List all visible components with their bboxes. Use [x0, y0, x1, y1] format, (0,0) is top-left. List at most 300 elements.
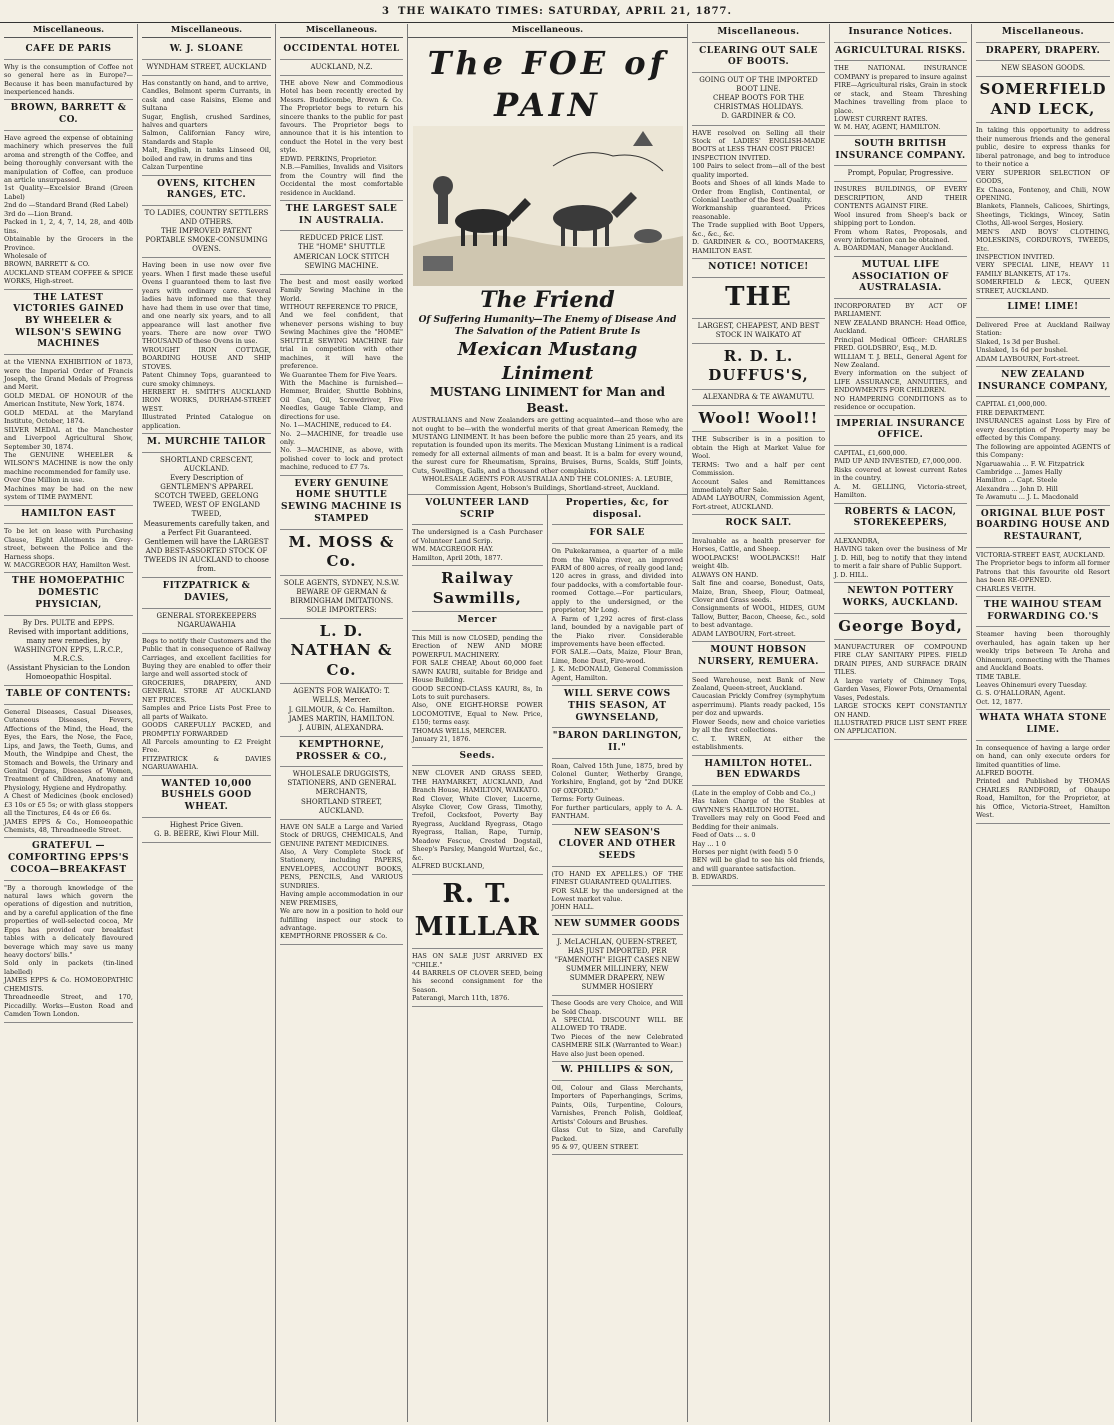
advert-line: BEWARE OF GERMAN & BIRMINGHAM IMITATIONS. — [289, 587, 394, 605]
advert-line: Flower Seeds, new and choice varieties by all the first collections. — [692, 717, 825, 735]
advert-line: HERBERT H. SMITH'S AUCKLAND IRON WORKS, DURHAM-STREET WEST. — [142, 388, 271, 413]
advert-block — [692, 432, 825, 515]
advert-block — [552, 867, 684, 916]
advert-line: ALWAYS ON HAND. — [692, 570, 759, 579]
advert-line: Threadneedle Street, and 170, Piccadilly. Works—Euston Road and Camden Town London. — [4, 993, 133, 1019]
advert-line: In consequence of having a large order on hand, can only execute orders for limited quantities of lime. — [976, 743, 1110, 769]
advert-line: Feed of Oats ... s. 0 — [692, 831, 756, 840]
advert-line: Te Awamutu ... J. L. Macdonald — [976, 493, 1079, 502]
advert-line: DRAPERY, DRAPERY. — [985, 45, 1101, 56]
advert-block — [834, 299, 967, 416]
advert-block — [976, 61, 1110, 77]
advert-block — [412, 766, 543, 874]
advert-block — [552, 759, 684, 825]
advert-line: "BARON DARLINGTON, II." — [552, 731, 682, 753]
advert-line: Insurance Notices. — [848, 27, 953, 37]
advert-line: Hamilton ... Capt. Steele — [976, 476, 1058, 485]
column-7 — [972, 24, 1114, 1422]
advert-block — [4, 355, 133, 505]
advert-block — [976, 597, 1110, 627]
advert-line: A large variety of Chimney Tops, Garden Vases, Flower Pots, Ornamental Vases, Pedestals. — [834, 676, 967, 702]
advert-line: REDUCED PRICE LIST. — [299, 234, 384, 243]
advert-block — [142, 434, 271, 453]
advert-line: W. M. HAY, AGENT, HAMILTON. — [834, 123, 941, 132]
column-head: Miscellaneous. — [4, 24, 133, 38]
advert-line: J. D. HILL. — [834, 570, 869, 579]
advert-line: THE HOMOEPATHIC DOMESTIC PHYSICIAN, — [12, 576, 125, 610]
advert-line: IMPERIAL INSURANCE OFFICE. — [836, 418, 965, 441]
mustang-headline: MUSTANG LINIMENT for Man and Beast. — [429, 384, 666, 415]
advert-line: LARGE STOCKS KEPT CONSTANTLY ON HAND. — [834, 702, 967, 719]
advert-block — [552, 544, 684, 686]
advert-line: KEMPTHORNE, PROSSER & CO., — [295, 739, 388, 762]
advert-block — [692, 43, 825, 73]
advert-line: SCOTCH TWEED, GEELONG TWEED, WEST OF ENGLAND TWEED, — [153, 492, 260, 519]
advert-block — [280, 820, 403, 945]
advert-line: Paterangi, March 11th, 1876. — [412, 994, 510, 1003]
advert-line: ROBERTS & LACON, STOREKEEPERS, — [844, 506, 957, 529]
advert-line: EVERY GENUINE HOME SHUTTLE SEWING MACHINE IS STAMPED — [281, 478, 402, 524]
advert-block — [412, 495, 543, 525]
advert-line: The best and most easily worked Family Sewing Machine in the World. — [280, 277, 403, 303]
advert-line: B. EDWARDS. — [692, 873, 739, 882]
mustang-title: The FOE of PAIN — [427, 44, 668, 124]
advert-block — [280, 41, 403, 60]
advert-block — [834, 504, 967, 534]
advert-line: Also, ONE EIGHT-HORSE POWER LOCOMOTIVE, Equal to New. Price, £150; terms easy. — [412, 701, 543, 727]
advert-line: Patent Chimney Tops, guaranteed to cure smoky chimneys. — [142, 371, 271, 388]
advert-line: VERY SPECIAL LINE, HEAVY 11 FAMILY BLANKETS, AT 17s. — [976, 261, 1110, 278]
advert-line: The following are appointed AGENTS of this Company: — [976, 442, 1110, 460]
advert-line: Why is the consumption of Coffee not so general here as in Europe?—Because it has been manufactured by inexperienced hands. — [4, 62, 133, 97]
advert-line: VERY SUPERIOR SELECTION OF GOODS, — [976, 168, 1110, 186]
advert-line: Seeds. — [459, 750, 495, 761]
advert-line: Steamer having been thoroughly overhauled, has again taken up her weekly trips between Te Aroha and Ohinemuri, connecting with the Thames and Auckland Boats. — [976, 630, 1110, 673]
advert-line: JAMES EPPS & Co. HOMOEOPATHIC CHEMISTS. — [4, 976, 133, 993]
advert-block — [4, 41, 133, 60]
mustang-product: Mexican Mustang Liniment — [457, 339, 638, 384]
advert-block — [280, 576, 403, 619]
advert-block — [552, 1081, 684, 1156]
advert-line: THOMAS WELLS, MERCER. — [412, 726, 507, 735]
advert-block — [412, 566, 543, 612]
advert-line: 95 & 97, QUEEN STREET. — [551, 1142, 639, 1151]
advert-line: Consignments of WOOL, HIDES, GUM Tallow, Butter, Bacon, Cheese, &c., sold to best advantage. — [692, 604, 825, 630]
advert-block — [142, 176, 271, 206]
advert-line: GOLD MEDAL at the Maryland Institute, October, 1874. — [4, 408, 133, 426]
advert-line: THE above New and Commodious Hotel has been recently erected by Messrs. Buddicombe, Brown & Co. The Proprietor begs to return his sincere thanks to the public for past favours. The Proprietor begs to announce that it is his intention to conduct the Hotel in the very best style. — [280, 78, 403, 155]
advert-block — [976, 506, 1110, 548]
advert-block — [280, 201, 403, 231]
advert-block — [280, 60, 403, 76]
advert-line: THE — [725, 281, 792, 312]
column-6 — [830, 24, 972, 1422]
advert-line: ADAM LAYBOURN, Fort-street. — [692, 629, 796, 638]
advert-line: And we feel confident, that whenever persons wishing to buy Sewing Machines give the "HOME" SHUTTLE SEWING MACHINE fair trial in competition with other machines, it will have the preference. — [280, 311, 403, 371]
advert-line: Cambridge ... James Hally — [976, 467, 1063, 476]
advert-block — [552, 916, 684, 935]
advert-line: (Late in the employ of Cobb and Co.,) — [692, 788, 816, 797]
advert-block — [692, 673, 825, 756]
advert-line: HAVING taken over the business of Mr J. D. Hill, beg to notify that they intend to merit a fair share of Public Support. — [834, 545, 967, 571]
advert-line: Printed and Published by THOMAS CHARLES RANDFORD, of Ohaupo Road, Hamilton, for the Proprietor, at his Office, Victoria-Street, Hamilton West. — [976, 777, 1110, 820]
advert-line: By Drs. PULTE and EPPS. — [22, 618, 115, 627]
advert-block — [692, 24, 825, 43]
advert-line: NEW SEASON GOODS. — [1001, 64, 1085, 73]
advert-line: J. McLACHLAN, QUEEN-STREET, HAS JUST IMPORTED, PER "FAMENOTH" EIGHT CASES NEW SUMMER MILLINERY, NEW SUMMER DRAPERY, NEW SUMMER HOSIERY — [554, 937, 680, 992]
advert-line: Slaked, 1s 3d per Bushel. — [976, 337, 1061, 346]
advert-block — [834, 583, 967, 613]
advert-line: WOOLPACKS! WOOLPACKS!! Half weight 4lb. — [692, 553, 825, 571]
advert-block — [280, 476, 403, 530]
advert-line: BROWN, BARRETT & CO. — [4, 260, 90, 269]
advert-block — [142, 776, 271, 818]
advert-line: Travellers may rely on Good Feed and Bedding for their animals. — [692, 814, 825, 831]
advert-line: WILLIAM T. J. BELL, General Agent for New Zealand. — [834, 352, 967, 369]
advert-line: LARGEST, CHEAPEST, AND BEST STOCK IN WAIKATO AT — [697, 321, 820, 339]
advert-line: CAPITAL £1,000,000. — [976, 400, 1047, 409]
advert-block — [552, 1062, 684, 1081]
advert-line: VOLUNTEER LAND SCRIP — [425, 498, 530, 520]
advert-line: SHORTLAND CRESCENT, AUCKLAND. — [159, 455, 254, 474]
advert-block — [412, 525, 543, 566]
advert-line: Measurements carefully taken, and a Perfect Fit Guaranteed. — [143, 519, 270, 537]
advert-line: Principal Medical Officer: CHARLES FRED. GOLDSBRO', Esq., M.D. — [834, 335, 967, 353]
advert-line: ROCK SALT. — [725, 518, 792, 529]
column-2 — [138, 24, 276, 1422]
advert-line: No. 3—MACHINE, as above, with polished cover to lock and protect machine, reduced to £7 7s. — [280, 446, 403, 472]
advert-line: W. J. SLOANE — [169, 44, 244, 55]
column-4-left — [408, 495, 548, 1422]
advert-line: ADAM LAYBOURN, Commission Agent, Fort-street, AUCKLAND. — [692, 494, 825, 511]
advert-block — [4, 100, 133, 130]
advert-line: ALEXANDRA, — [834, 536, 880, 545]
advert-line: AUCKLAND STEAM COFFEE & SPICE WORKS, High-street. — [4, 268, 133, 286]
advert-line: THE Subscriber is in a position to obtain the High at Market Value for Wool. — [692, 435, 825, 461]
advert-block — [280, 275, 403, 476]
advert-line: at the VIENNA EXHIBITION of 1873, were the Imperial Order of Francis Joseph, the Grand Medals of Progress and Merit. — [4, 358, 133, 392]
advert-line: Prompt, Popular, Progressive. — [847, 169, 954, 178]
advert-line: WILL SERVE COWS THIS SEASON, AT GWYNSELAND, — [563, 689, 671, 723]
mustang-agents: WHOLESALE AGENTS FOR AUSTRALIA AND THE COLONIES: A. LEUBIE, Commission Agent, Hobson's Buildings, Shortland-street, Auckland. — [422, 475, 673, 492]
advert-block — [142, 609, 271, 634]
advert-block — [976, 397, 1110, 505]
advert-line: INCORPORATED BY ACT OF PARLIAMENT. — [834, 301, 967, 319]
column-1 — [0, 24, 138, 1422]
advert-line: Sold only in packets (tin-lined labelled) — [4, 959, 133, 976]
advert-line: Mercer — [457, 615, 497, 626]
advert-block — [412, 949, 543, 1007]
advert-line: George Boyd, — [838, 616, 963, 635]
advert-block — [142, 206, 271, 258]
advert-line: Leaves Ohinemuri every Tuesday. — [976, 680, 1088, 689]
advert-line: For further particulars, apply to A. A. FANTHAM. — [551, 803, 683, 821]
advert-block — [976, 318, 1110, 367]
advert-line: No. 1—MACHINE, reduced to £4. — [280, 421, 392, 430]
advert-line: Caucasian Prickly Comfrey (symphytum asperrimum). Plants ready packed, 15s per doz and upwards. — [692, 692, 825, 718]
advert-block — [280, 684, 403, 736]
advert-line: The Proprietor begs to inform all former Patrons that this favourite old Resort has been RE-OPENED. — [976, 559, 1110, 585]
advert-line: Has taken Charge of the Stables at GWYNNE'S HAMILTON HOTEL. — [692, 797, 825, 814]
advert-line: (Assistant Physician to the London Homoeopathic Hospital. — [7, 664, 130, 682]
advert-block — [834, 61, 967, 136]
advert-line: Malt, English, in tanks Linseed Oil, boiled and raw, in drums and tins — [142, 146, 271, 163]
advert-block — [834, 534, 967, 583]
advert-line: Miscellaneous. — [1001, 27, 1085, 37]
advert-line: W. PHILLIPS & SON, — [560, 1065, 674, 1076]
mustang-advert — [408, 41, 687, 495]
advert-line: HAVE ON SALE a Large and Varied Stock of DRUGS, CHEMICALS, And GENUINE PATENT MEDICINES. — [280, 822, 403, 848]
advert-block — [412, 875, 543, 950]
advert-block — [4, 705, 133, 839]
advert-line: HAVE resolved on Selling all their Stock of LADIES' ENGLISH-MADE BOOTS at LESS THAN COST PRICE! — [692, 128, 825, 154]
advert-line: The undersigned is a Cash Purchaser of Volunteer Land Scrip. — [412, 528, 543, 545]
advert-line: ALEXANDRA & TE AWAMUTU. — [702, 392, 815, 401]
advert-line: CLEARING OUT SALE OF BOOTS. — [699, 45, 818, 68]
advert-line: The GENUINE WHEELER & WILSON'S MACHINE is now the only machine recommended for family use. — [4, 450, 133, 476]
advert-block — [834, 24, 967, 43]
advert-line: CAPITAL, £1,600,000. — [834, 448, 908, 457]
advert-block — [552, 996, 684, 1062]
advert-block — [976, 77, 1110, 123]
advert-line: Hay ... 1 0 — [692, 839, 726, 848]
advert-line: No. 2—MACHINE, for treadle use only. — [280, 429, 403, 447]
advert-line: Also, A Very Complete Stock of Stationery, including PAPERS, ENVELOPES, ACCOUNT BOOKS, PENS, PENCILS, And VARIOUS SUNDRIES. — [280, 848, 403, 890]
advert-line: 44 BARRELS OF CLOVER SEED, being his second consignment for the Season. — [412, 969, 543, 994]
advert-block — [976, 741, 1110, 824]
advert-line: TERMS: Two and a half per cent Commission. — [692, 460, 825, 478]
advert-line: Two Pieces of the new Celebrated CASHMERE SILK (Warranted to Wear.) — [551, 1032, 683, 1050]
advert-line: Ngaruawahia ... F. W. Fitzpatrick — [976, 459, 1085, 468]
advert-line: Terms: Forty Guineas. — [551, 795, 625, 804]
advert-line: Having been in use now over five years. When I first made these useful Ovens I guaranteed them to last five years with ordinary care. Several ladies have informed me that they have had them in use over that time, and one nearly six years, and to all appearance will last another five years. There are now over TWO THOUSAND of these Ovens in use. — [142, 261, 271, 346]
advert-block — [834, 416, 967, 446]
advert-block — [280, 767, 403, 819]
advert-line: Oil, Colour and Glass Merchants, Importers of Paperhangings, Scrims, Paints, Oils, Turpentine, Colours, Varnishes, French Polish, Goldleaf, Artists' Colours and Brushes. — [551, 1083, 683, 1126]
advert-line: FOR SALE — [589, 528, 645, 539]
advert-block — [976, 24, 1110, 43]
advert-line: Blankets, Flannels, Calicoes, Shirtings, Sheetings, Tickings, Wincey, Satin Cloths, All-wool Serges, Hosiery. — [976, 202, 1110, 228]
advert-line: J. AUBIN, ALEXANDRA. — [299, 723, 384, 732]
column-head: Miscellaneous. — [142, 24, 271, 38]
advert-block — [692, 642, 825, 672]
advert-line: 100 Pairs to select from—all of the best quality imported. — [692, 162, 825, 179]
advert-line: JAMES MARTIN, HAMILTON. — [288, 714, 395, 723]
advert-block — [142, 818, 271, 843]
advert-block — [692, 406, 825, 433]
advert-block — [4, 290, 133, 355]
advert-line: THE LARGEST SALE IN AUSTRALIA. — [285, 203, 398, 226]
advert-line: The Trade supplied with Boot Uppers, &c., &c., &c. — [692, 221, 825, 238]
advert-block — [142, 76, 271, 176]
advert-block — [4, 60, 133, 101]
advert-block — [692, 319, 825, 344]
advert-block — [4, 686, 133, 705]
advert-block — [834, 257, 967, 299]
advert-line: 3rd do —Lion Brand. — [4, 209, 73, 218]
advert-line: MANUFACTURER OF COMPOUND FIRE CLAY SANITARY PIPES. FIELD DRAIN PIPES, AND SURFACE DRAIN TILES. — [834, 643, 967, 677]
advert-line: In taking this opportunity to address their numerous friends and the general public, desire to express thanks for liberal patronage, and beg to introduce to their notice a — [976, 126, 1110, 169]
advert-line: SOLE IMPORTERS: — [306, 605, 377, 614]
advert-block — [142, 578, 271, 608]
advert-block — [412, 748, 543, 767]
advert-line: FIRE DEPARTMENT. — [976, 408, 1045, 417]
advert-line: FOR SALE CHEAP, About 60,000 feet SAWN KAURI, suitable for Bridge and House Building. — [412, 659, 543, 685]
advert-line: Candles, Belmont sperm Currants, in cask and case Raisins, Eleme and Sultana — [142, 87, 271, 113]
advert-line: JAMES EPPS & Co., Homoeopathic Chemists, 48, Threadneedle Street. — [4, 817, 133, 835]
advert-block — [834, 446, 967, 504]
advert-line: AMERICAN LOCK STITCH — [293, 252, 390, 261]
advert-line: Hamilton, April 20th, 1877. — [412, 553, 503, 562]
advert-block — [692, 344, 825, 390]
advert-line: Salmon, Californian Fancy wire, Standards and Staple — [142, 129, 271, 146]
mustang-tagline: Of Suffering Humanity—The Enemy of Disease And The Salvation of the Patient Brute Is — [418, 314, 677, 337]
advert-line: WHOLESALE DRUGGISTS, STATIONERS, AND GENERAL MERCHANTS, — [287, 770, 396, 797]
advert-line: Salt fine and coarse, Bonedust, Oats, Maize, Bran, Sheep, Flour, Oatmeal, Clover and Grass seeds. — [692, 579, 825, 605]
advert-line: HAMILTON HOTEL. BEN EDWARDS — [704, 758, 813, 781]
advert-line: Glass Cut to Size, and Carefully Packed. — [551, 1126, 683, 1143]
advert-line: Has constantly on hand, and to arrive, — [142, 78, 269, 87]
advert-line: KEMPTHORNE PROSSER & Co. — [280, 932, 388, 941]
advert-line: WITHOUT REFERENCE TO PRICE, — [280, 303, 398, 312]
advert-line: NO HAMPERING CONDITIONS as to residence or occupation. — [834, 394, 967, 412]
advert-block — [280, 231, 403, 274]
advert-line: 1st Quality—Excelsior Brand (Green Label) — [4, 184, 133, 201]
advert-block — [142, 60, 271, 76]
advert-line: VICTORIA-STREET EAST, AUCKLAND. — [976, 550, 1105, 559]
advert-block — [142, 258, 271, 434]
column-4-right — [548, 495, 688, 1422]
advert-block — [976, 548, 1110, 597]
advert-line: AGRICULTURAL RISKS. — [835, 45, 966, 56]
advert-block — [4, 881, 133, 1023]
advert-line: SILVER MEDAL at the Manchester and Liverpool Agricultural Show, September 30, 1874. — [4, 425, 133, 451]
advert-block — [692, 515, 825, 534]
advert-line: JOHN HALL. — [551, 903, 594, 912]
advert-line: Highest Price Given. — [169, 820, 244, 829]
advert-line: Invaluable as a health preserver for Horses, Cattle, and Sheep. — [692, 536, 825, 554]
page-number: 3 — [382, 5, 390, 17]
advert-line: Packed in 1, 2, 4, 7, 14, 28, and 40lb tins. — [4, 218, 133, 235]
advert-line: TO LADIES, COUNTRY SETTLERS AND OTHERS. — [144, 209, 269, 227]
advert-line: "By a thorough knowledge of the natural laws which govern the operations of digestion and nutrition, and by a careful application of the fine properties of well-selected cocoa, Mr Epps has provided our breakfast tables with a delicately flavoured beverage which may save us many heavy doctors' bills." — [4, 883, 133, 960]
column-head: Miscellaneous. — [280, 24, 403, 38]
advert-line: J. K. McDONALD, General Commission Agent, Hamilton. — [551, 665, 683, 682]
advert-line: G. B. BEERE, Kiwi Flour Mill. — [153, 829, 259, 838]
advert-line: SOMERFIELD & LECK, QUEEN STREET, AUCKLAND. — [976, 278, 1110, 295]
advert-block — [552, 495, 684, 525]
advert-line: All Parcels amounting to £2 Freight Free. — [142, 737, 271, 755]
advert-line: Oct. 12, 1877. — [976, 697, 1023, 706]
advert-line: MOUNT HOBSON NURSERY, REMUERA. — [698, 645, 819, 667]
advert-block — [834, 640, 967, 740]
advert-line: C. T. WREN, At either the establishments. — [692, 734, 825, 752]
advert-line: ILLUSTRATED PRICE LIST SENT FREE ON APPLICATION. — [834, 718, 967, 736]
advert-line: FOR SALE.—Oats, Maize, Flour Bran, Lime, Bone Dust, Fire-wood. — [551, 648, 683, 665]
advert-line: M. MURCHIE TAILOR — [147, 437, 266, 448]
advert-block — [4, 838, 133, 880]
advert-line: Wholesale of — [4, 251, 47, 260]
mustang-illustration — [413, 126, 683, 286]
masthead-title: THE WAIKATO TIMES: SATURDAY, APRIL 21, 1877. — [397, 5, 732, 17]
advert-line: SOUTH BRITISH INSURANCE COMPANY. — [835, 138, 966, 161]
advert-line: January 21, 1876. — [412, 735, 471, 744]
advert-block — [692, 390, 825, 406]
advert-block — [280, 530, 403, 576]
mustang-subtitle: The Friend — [480, 287, 615, 314]
advert-line: GROCERIES, DRAPERY, AND GENERAL STORE AT AUCKLAND NET PRICES. — [142, 678, 271, 704]
advert-line: Illustrated Printed Catalogue on application. — [142, 413, 271, 430]
advert-line: Revised with important additions, many new remedies, by WASHINGTON EPPS, L.R.C.P., M.R.C.S. — [8, 627, 129, 663]
advert-line: Workmanship guaranteed. Prices reasonable. — [692, 204, 825, 221]
advert-line: Horses per night (with feed) 5 0 — [692, 847, 798, 856]
advert-line: NEW ZEALAND INSURANCE COMPANY, — [977, 370, 1109, 392]
advert-line: INSPECTION INVITED. — [976, 253, 1055, 262]
advert-line: We are now in a position to hold our fulfilling inspect our stock to advantage. — [280, 907, 403, 932]
advert-block — [412, 631, 543, 748]
advert-line: CAFE DE PARIS — [25, 44, 112, 55]
advert-block — [834, 614, 967, 641]
advert-line: THE WAIHOU STEAM FORWARDING CO.'S — [983, 599, 1103, 622]
advert-line: Wool insured from Sheep's back or shipping port to London. — [834, 210, 967, 228]
masthead — [0, 0, 1114, 23]
advert-line: Every information on the subject of LIFE ASSURANCE, ANNUITIES, and ENDOWMENTS FOR CHILDREN. — [834, 369, 967, 395]
advert-line: From whom Rates, Proposals, and every information can be obtained. — [834, 227, 967, 244]
advert-block — [834, 43, 967, 62]
advert-line: A. M. GELLING, Victoria-street, Hamilton. — [834, 482, 967, 500]
advert-line: Miscellaneous. — [717, 27, 800, 37]
advert-line: LIME! LIME! — [1007, 302, 1079, 313]
advert-line: SOLE AGENTS, SYDNEY, N.S.W. — [283, 578, 400, 587]
advert-line: GOODS CAREFULLY PACKED, and PROMPTLY FORWARDED — [142, 721, 271, 738]
advert-line: WANTED 10,000 BUSHELS GOOD WHEAT. — [161, 778, 252, 813]
advert-line: J. GILMOUR, & Co. Hamilton. — [288, 705, 395, 714]
advert-block — [692, 126, 825, 260]
advert-line: A Farm of 1,292 acres of first-class land, bounded by a navigable part of the Piako river. Considerable improvements have been effected. — [551, 614, 683, 648]
advert-line: Machines may be had on the new system of TIME PAYMENT. — [4, 484, 133, 502]
column-3 — [276, 24, 408, 1422]
advert-line: Alexandra ... John D. Hill — [976, 484, 1058, 493]
advert-line: OCCIDENTAL HOTEL — [283, 44, 400, 55]
advert-line: THE NATIONAL INSURANCE COMPANY is prepared to insure against FIRE—Agricultural risks, Grain in stock or stack, and Steam Threshing Machines travelling from place to place. — [834, 64, 967, 115]
advert-block — [280, 76, 403, 201]
advert-line: NOTICE! NOTICE! — [708, 262, 809, 273]
advert-line: Gentlemen will have the LARGEST AND BEST-ASSORTED STOCK OF TWEEDS IN AUCKLAND to choose from. — [144, 537, 269, 574]
advert-line: AGENTS FOR WAIKATO: T. WELLS, Mercer. — [293, 687, 390, 705]
advert-block — [4, 131, 133, 290]
advert-line: GOOD SECOND-CLASS KAURI, 8s, In Lots to suit purchasers. — [412, 684, 543, 701]
advert-line: R. T. MILLAR — [414, 878, 540, 943]
advert-line: THE "HOME" SHUTTLE — [298, 243, 385, 252]
advert-line: Calzan Turpentine — [142, 163, 204, 172]
advert-line: M. MOSS & Co. — [288, 532, 395, 571]
advert-line: These Goods are very Choice, and Will be Sold Cheap. — [551, 999, 683, 1016]
advert-block — [280, 619, 403, 685]
advert-line: SHORTLAND STREET, AUCKLAND. — [301, 797, 382, 815]
advert-line: Roan, Calved 15th June, 1875, bred by Colonel Gunter, Wetherby Grange, Yorkshire, England, got by "2nd DUKE OF OXFORD." — [551, 761, 683, 795]
advert-line: Samples and Price Lists Post Free to all parts of Waikato. — [142, 704, 271, 721]
advert-line: NEW SEASON'S CLOVER AND OTHER SEEDS — [558, 827, 676, 862]
advert-line: Having ample accommodation in our NEW PREMISES, — [280, 890, 403, 907]
advert-line: GOING OUT OF THE IMPORTED BOOT LINE. — [699, 76, 818, 94]
advert-line: L. D. NATHAN & Co. — [290, 621, 393, 679]
advert-block — [4, 616, 133, 687]
advert-block — [976, 710, 1110, 740]
advert-block — [142, 453, 271, 578]
advert-line: This Mill is now CLOSED, pending the Erection of NEW AND MORE POWERFUL MACHINERY. — [412, 633, 543, 659]
advert-line: Unslaked, 1s 6d per bushel. — [976, 346, 1068, 355]
advert-line: INSURES BUILDINGS, OF EVERY DESCRIPTION, AND THEIR CONTENTS AGAINST FIRE. — [834, 185, 967, 211]
